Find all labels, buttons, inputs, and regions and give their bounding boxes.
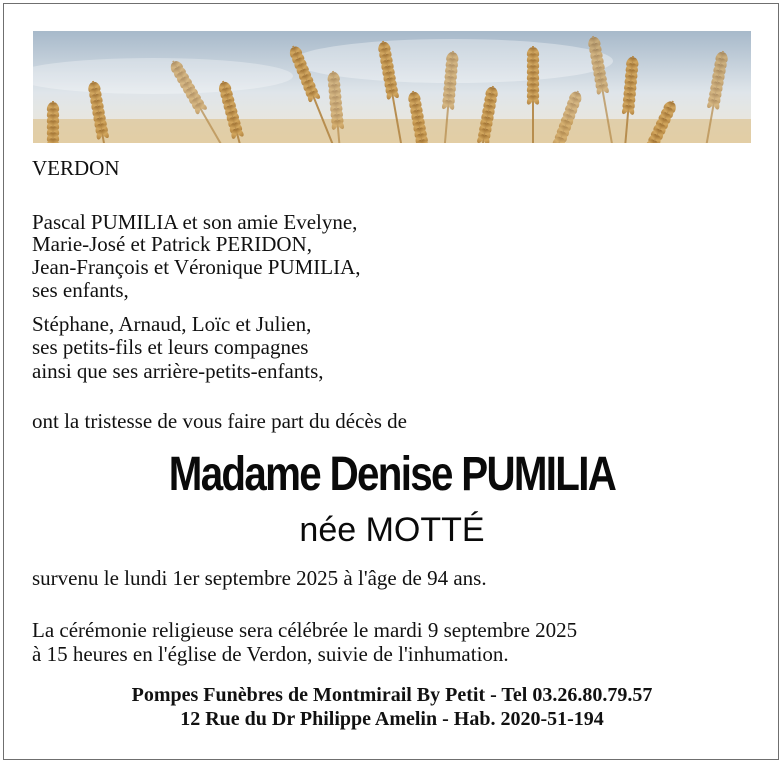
- family-line: Stéphane, Arnaud, Loïc et Julien,: [32, 312, 312, 336]
- family-line: ses petits-fils et leurs compagnes: [32, 335, 309, 359]
- family-line: Pascal PUMILIA et son amie Evelyne,: [32, 210, 358, 234]
- announcement-intro: ont la tristesse de vous faire part du décès de: [32, 409, 407, 433]
- funeral-home-contact: Pompes Funèbres de Montmirail By Petit - Tel 03.26.80.79.57: [131, 684, 653, 706]
- date-of-death: survenu le lundi 1er septembre 2025 à l'âge de 94 ans.: [32, 566, 487, 590]
- ceremony-line: La cérémonie religieuse sera célébrée le mardi 9 septembre 2025: [32, 618, 578, 642]
- family-line: ainsi que ses arrière-petits-enfants,: [32, 359, 324, 383]
- place-name: VERDON: [32, 156, 120, 180]
- ceremony-line: à 15 heures en l'église de Verdon, suivie de l'inhumation.: [32, 642, 509, 666]
- family-line: Jean-François et Véronique PUMILIA,: [32, 255, 361, 279]
- maiden-name: née MOTTÉ: [299, 511, 485, 549]
- deceased-name: Madame Denise PUMILIA: [168, 448, 616, 501]
- wheat-field-photo: [33, 31, 751, 143]
- family-line: Marie-José et Patrick PERIDON,: [32, 232, 312, 256]
- wheat-banner-image: [33, 31, 751, 143]
- funeral-home-address: 12 Rue du Dr Philippe Amelin - Hab. 2020-51-194: [180, 708, 604, 730]
- family-line: ses enfants,: [32, 278, 129, 302]
